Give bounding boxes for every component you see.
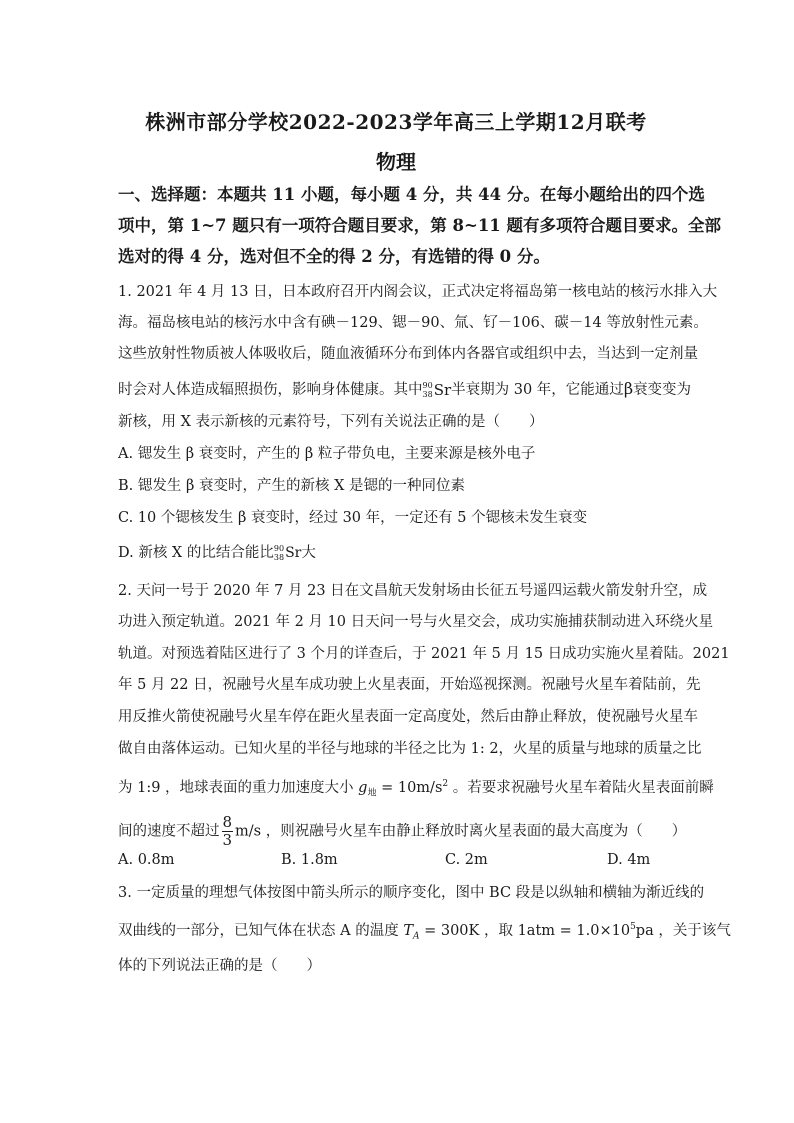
q2-stem-line-6: 做自由落体运动。已知火星的半径与地球的半径之比为 1: 2，火星的质量与地球的质量之比 <box>118 741 702 757</box>
isotope-atomic-number: 38 <box>422 390 433 399</box>
temperature-subscript: A <box>412 931 420 942</box>
unit-exponent: 2 <box>442 779 449 789</box>
q1-stem-line-3: 这些放射性物质被人体吸收后，随血液循环分布到体内各器官或组织中去，当达到一定剂量 <box>118 346 698 362</box>
q1-option-c: C. 10 个锶核发生 β 衰变时，经过 30 年，一定还有 5 个锶核未发生衰变 <box>118 510 588 526</box>
q2-option-c: C. 2m <box>445 852 488 868</box>
isotope-atomic-number: 38 <box>273 553 285 562</box>
q3-stem-line-1: 3. 一定质量的理想气体按图中箭头所示的顺序变化，图中 BC 段是以纵轴和横轴为渐近线的 <box>118 885 705 901</box>
q2-stem-line-3: 轨道。对预选着陆区进行了 3 个月的详查后，于 2021 年 5 月 15 日成功实施火星着陆。2021 <box>118 646 730 662</box>
q2-stem-line-7-text-b: = 10m/s <box>376 779 443 796</box>
q1-stem-line-4-text-b: 半衰期为 30 年，它能通过 <box>451 382 624 398</box>
velocity-fraction <box>222 814 234 849</box>
isotope-element-symbol: Sr <box>433 380 452 399</box>
section-instructions-line-2: 项中，第 1~7 题只有一项符合题目要求，第 8~11 题有多项符合题目要求。全部 <box>118 216 722 235</box>
q2-stem-line-4: 年 5 月 22 日，祝融号火星车成功驶上火星表面，开始巡视探测。祝融号火星车着陆前，先 <box>118 677 701 693</box>
q2-option-d: D. 4m <box>607 852 651 868</box>
q3-stem-line-3: 体的下列说法正确的是（ ） <box>118 958 321 974</box>
q1-option-d-text-a: D. 新核 X 的比结合能比 <box>118 545 274 561</box>
q1-stem-line-1: 1. 2021 年 4 月 13 日，日本政府召开内阁会议，正式决定将福岛第一核电站的核污水排入大 <box>118 284 718 300</box>
beta-symbol: β <box>623 379 634 398</box>
q2-stem-line-7-text-c: 。若要求祝融号火星车着陆火星表面前瞬 <box>448 779 714 796</box>
section-instructions-line-1: 一、选择题：本题共 11 小题，每小题 4 分，共 44 分。在每小题给出的四个选 <box>118 185 705 204</box>
q1-stem-line-4 <box>118 379 692 400</box>
q1-stem-line-5: 新核，用 X 表示新核的元素符号，下列有关说法正确的是（ ） <box>118 414 544 430</box>
strontium-isotope-symbol-option-d <box>274 544 301 562</box>
isotope-mass-number: 90 <box>422 381 433 390</box>
exam-subject: 物理 <box>376 150 416 174</box>
q1-option-d <box>118 543 674 563</box>
temperature-symbol: T <box>403 922 413 939</box>
q2-stem-line-8-text-a: 间的速度不超过 <box>118 823 220 840</box>
power-exponent: 5 <box>630 922 636 932</box>
q3-stem-line-2 <box>118 917 731 947</box>
isotope-element-symbol: Sr <box>285 545 302 561</box>
q1-option-d-text-b: 大 <box>301 545 316 561</box>
q1-stem-line-4-text-d: 衰变变为 <box>633 382 692 398</box>
q2-stem-line-5: 用反推火箭使祝融号火星车停在距火星表面一定高度处，然后由静止释放，使祝融号火星车 <box>118 709 698 725</box>
q2-stem-line-8-text-b: m/s ，则祝融号火星车由静止释放时离火星表面的最大高度为（ ） <box>235 823 687 840</box>
q1-stem-line-4-text-a: 时会对人体造成辐照损伤，影响身体健康。其中 <box>118 382 423 398</box>
q2-stem-line-7-text-a: 为 1:9 ，地球表面的重力加速度大小 <box>118 779 359 796</box>
gravity-subscript: 地 <box>367 788 377 799</box>
fraction-denominator: 3 <box>222 831 233 849</box>
exam-title: 株洲市部分学校2022-2023学年高三上学期12月联考 <box>145 110 647 134</box>
q2-stem-line-7 <box>118 774 714 804</box>
q1-stem-line-2: 海。福岛核电站的核污水中含有碘－129、锶－90、氚、钌－106、碳－14 等放射性元素。 <box>118 315 708 331</box>
section-instructions-line-3: 选对的得 4 分，选对但不全的得 2 分，有选错的得 0 分。 <box>118 247 550 266</box>
strontium-isotope-symbol <box>423 381 452 399</box>
gravity-symbol: g <box>358 779 368 796</box>
q2-stem-line-1: 2. 天问一号于 2020 年 7 月 23 日在文昌航天发射场由长征五号遥四运载火箭发射升空，成 <box>118 583 708 599</box>
isotope-mass-number: 90 <box>273 544 285 553</box>
q2-stem-line-2: 功进入预定轨道。2021 年 2 月 10 日天问一号与火星交会，成功实施捕获制动进入环绕火星 <box>118 614 714 630</box>
q1-option-a: A. 锶发生 β 衰变时，产生的 β 粒子带负电，主要来源是核外电子 <box>118 446 536 462</box>
q1-option-b: B. 锶发生 β 衰变时，产生的新核 X 是锶的一种同位素 <box>118 478 466 494</box>
q2-stem-line-8 <box>118 813 687 849</box>
q3-stem-line-2-text-b: = 300K ，取 1atm = 1.0×10 <box>419 922 631 939</box>
q2-option-b: B. 1.8m <box>281 852 338 868</box>
fraction-numerator: 8 <box>222 813 233 831</box>
q2-option-a: A. 0.8m <box>118 852 175 868</box>
q3-stem-line-2-text-a: 双曲线的一部分，已知气体在状态 A 的温度 <box>118 922 404 939</box>
q3-stem-line-2-text-c: pa ，关于该气 <box>635 922 731 939</box>
